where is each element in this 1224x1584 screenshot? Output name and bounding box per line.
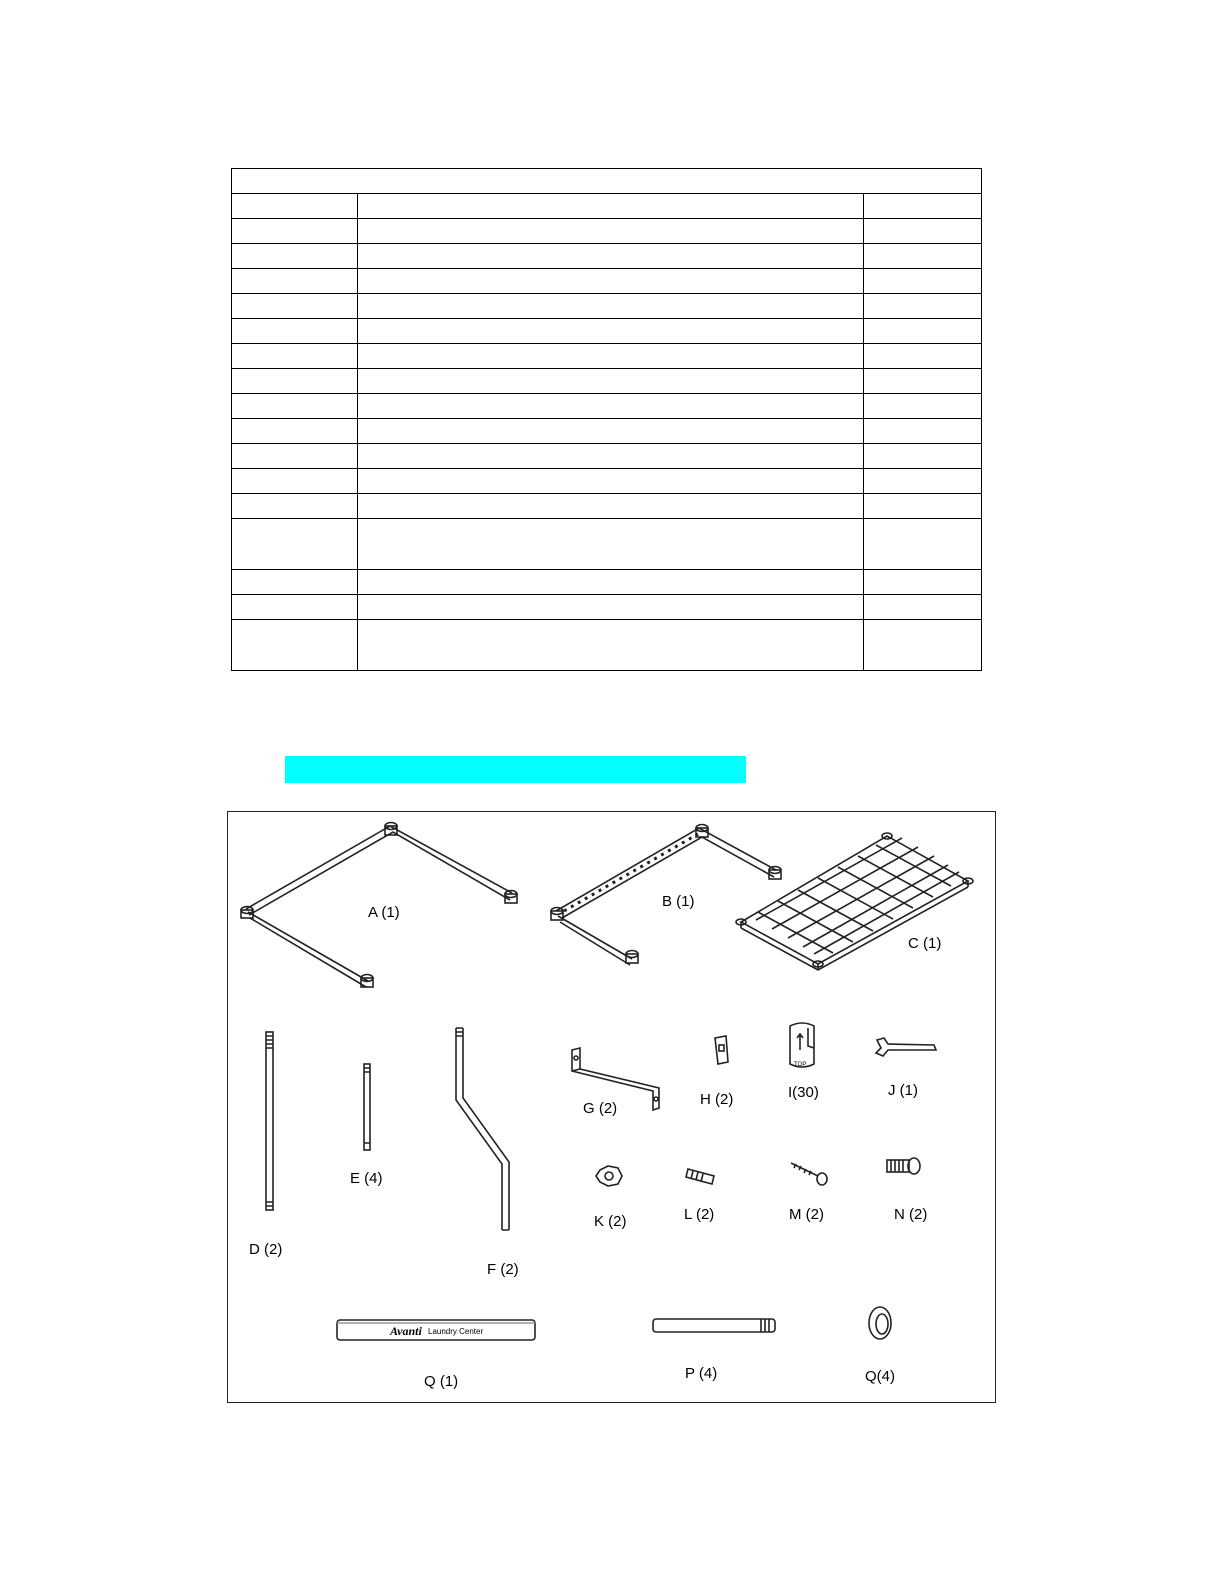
part-label-n: N (2) [894,1206,928,1223]
part-k-nut-drawing [596,1166,622,1186]
part-m-screw-drawing [791,1163,827,1185]
part-label-q-ring: Q(4) [865,1368,895,1385]
table-row [232,294,982,319]
table-row [232,269,982,294]
part-label-m: M (2) [789,1206,824,1223]
table-row [232,244,982,269]
table-row [232,570,982,595]
table-header-row [232,194,982,219]
table-row [232,519,982,570]
table-row [232,344,982,369]
parts-illustration [228,812,995,1402]
part-label-k: K (2) [594,1213,627,1230]
clip-top-text: TOP [794,1062,807,1068]
part-label-i: I(30) [788,1084,819,1101]
part-i-sleeve-drawing [790,1023,814,1067]
table-row [232,394,982,419]
part-label-h: H (2) [700,1091,734,1108]
part-label-b: B (1) [662,893,695,910]
rod-brand-logo: Avanti [390,1324,422,1338]
part-d-pole-drawing [266,1032,273,1210]
table-title-row [232,169,982,194]
part-f-offset-pole-drawing [456,1028,509,1230]
part-label-c: C (1) [908,935,942,952]
part-label-l: L (2) [684,1206,715,1223]
table-row [232,595,982,620]
table-row [232,444,982,469]
part-label-d: D (2) [249,1241,283,1258]
part-label-e: E (4) [350,1170,383,1187]
highlighted-heading-bar [285,756,746,783]
part-n-screw-drawing [887,1158,920,1174]
part-label-f: F (2) [487,1261,519,1278]
part-label-a: A (1) [368,904,400,921]
rod-label-text: Laundry Center [428,1327,484,1336]
part-label-p: P (4) [685,1365,718,1382]
part-p-rod-drawing [653,1319,775,1332]
part-j-wrench-drawing [876,1038,936,1056]
part-label-q-rod: Q (1) [424,1373,459,1390]
part-l-anchor-drawing [686,1169,714,1184]
table-row [232,469,982,494]
table-row [232,319,982,344]
parts-list-table [231,168,982,671]
hardware-parts-figure [227,811,996,1403]
part-e-pole-drawing [364,1064,370,1150]
part-label-g: G (2) [583,1100,618,1117]
part-label-j: J (1) [888,1082,918,1099]
part-h-clip-drawing [715,1036,728,1064]
table-row [232,620,982,671]
table-row [232,369,982,394]
table-row [232,494,982,519]
part-q-ring-drawing [869,1307,891,1339]
table-row [232,419,982,444]
table-row [232,219,982,244]
